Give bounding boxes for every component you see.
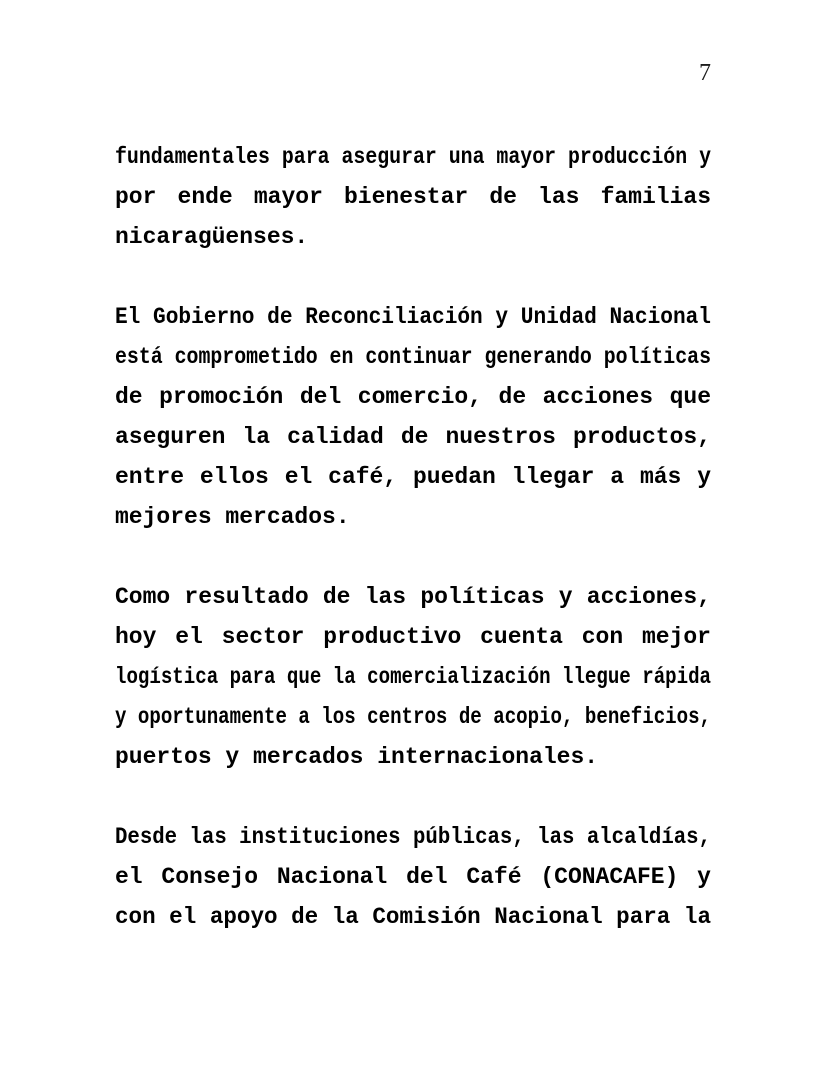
paragraph <box>115 137 711 257</box>
paragraph <box>115 577 711 777</box>
text-line: está comprometido en continuar generando políticas <box>115 344 711 370</box>
text-line: El Gobierno de Reconciliación y Unidad Nacional <box>115 304 711 330</box>
text-line: puertos y mercados internacionales. <box>115 744 599 770</box>
text-line: el Consejo Nacional del Café (CONACAFE) y <box>115 864 711 890</box>
text-line: hoy el sector productivo cuenta con mejor <box>115 624 711 650</box>
text-line: nicaragüenses. <box>115 224 309 250</box>
text-line: Desde las instituciones públicas, las alcaldías, <box>115 824 711 850</box>
text-line: mejores mercados. <box>115 504 350 530</box>
text-block <box>115 137 711 977</box>
text-line: fundamentales para asegurar una mayor producción y <box>115 144 711 170</box>
page-number: 7 <box>699 60 711 86</box>
text-line: con el apoyo de la Comisión Nacional para la <box>115 904 711 930</box>
text-line: Como resultado de las políticas y acciones, <box>115 584 711 610</box>
text-line: por ende mayor bienestar de las familias <box>115 184 711 210</box>
text-line: logística para que la comercialización llegue rápida <box>115 664 711 690</box>
paragraph <box>115 817 711 937</box>
text-line: aseguren la calidad de nuestros productos, <box>115 424 711 450</box>
text-line: entre ellos el café, puedan llegar a más y <box>115 464 711 490</box>
text-line: y oportunamente a los centros de acopio, beneficios, <box>115 704 711 730</box>
paragraph <box>115 297 711 537</box>
text-line: de promoción del comercio, de acciones que <box>115 384 711 410</box>
